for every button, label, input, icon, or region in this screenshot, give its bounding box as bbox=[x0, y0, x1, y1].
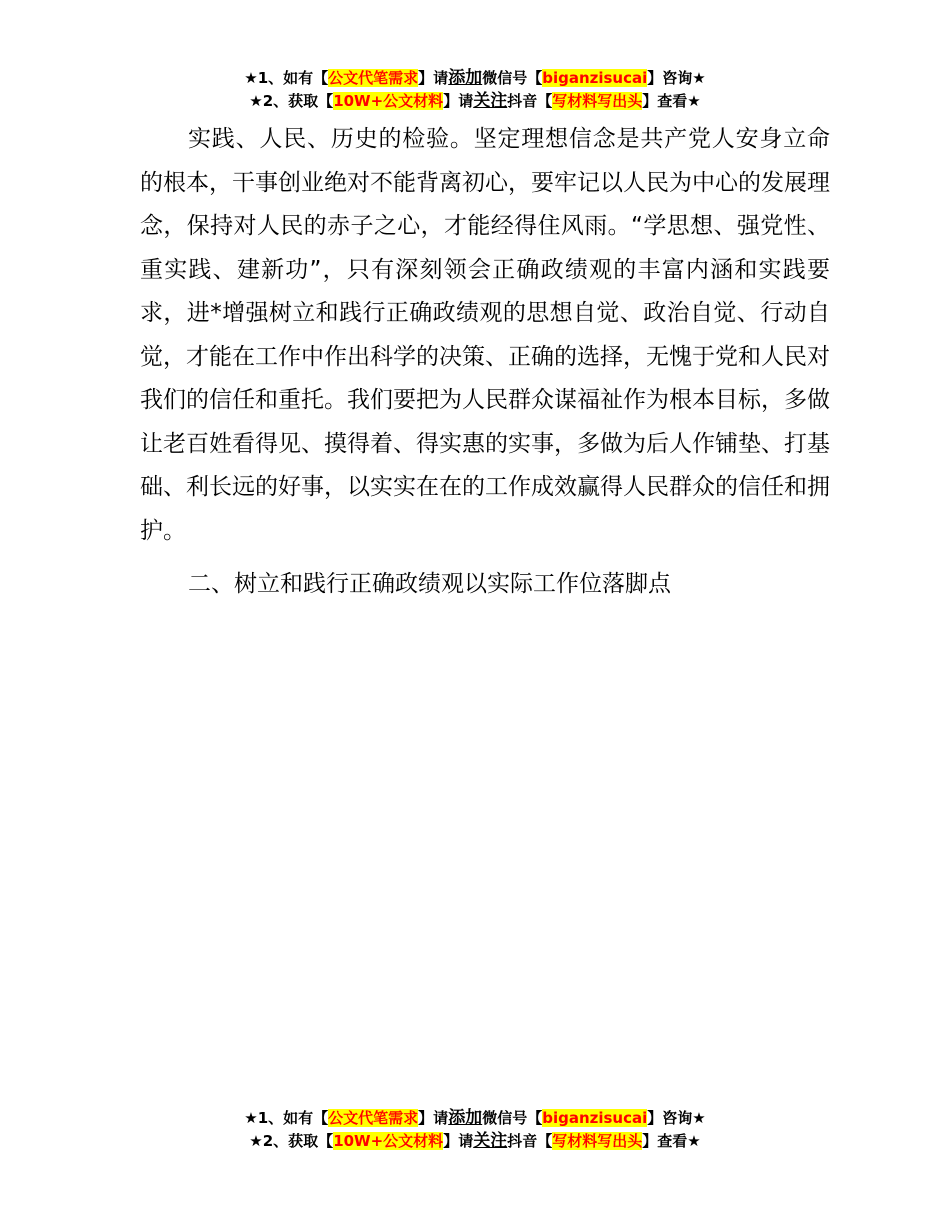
banner-text: 】查看★ bbox=[642, 1132, 701, 1150]
banner-highlight: 公文代笔需求 bbox=[328, 69, 419, 87]
banner-text: ★2、获取【 bbox=[249, 1132, 334, 1150]
banner-emphasis: 添加 bbox=[448, 1108, 483, 1128]
banner-text: 抖音【 bbox=[507, 92, 553, 110]
banner-line-1 bbox=[0, 1107, 950, 1130]
banner-text: 】查看★ bbox=[642, 92, 701, 110]
banner-highlight: 写材料写出头 bbox=[552, 92, 643, 110]
banner-text: 】请 bbox=[443, 92, 474, 110]
banner-text: 】咨询★ bbox=[647, 1109, 706, 1127]
banner-highlight: 10W+公文材料 bbox=[333, 92, 444, 110]
section-heading: 二、树立和践行正确政绩观以实际工作位落脚点 bbox=[188, 571, 671, 597]
header-banner bbox=[0, 67, 950, 113]
banner-highlight: 10W+公文材料 bbox=[333, 1132, 444, 1150]
banner-text: 】请 bbox=[443, 1132, 474, 1150]
banner-line-1 bbox=[0, 67, 950, 90]
banner-text: 微信号【 bbox=[482, 1109, 543, 1127]
banner-line-2 bbox=[0, 90, 950, 113]
body-paragraph: 实践、人民、历史的检验。坚定理想信念是共产党人安身立命的根本，干事创业绝对不能背离初心，要牢记以人民为中心的发展理念，保持对人民的赤子之心，才能经得住风雨。“学思想、强党性、重实践、建新功”，只有深刻领会正确政绩观的丰富内涵和实践要求，进*增强树立和践行正确政绩观的思想自觉、政治自觉、行动自觉，才能在工作中作出科学的决策、正确的选择，无愧于党和人民对我们的信任和重托。我们要把为人民群众谋福祉作为根本目标，多做让老百姓看得见、摸得着、得实惠的实事，多做为后人作铺垫、打基础、利长远的好事，以实实在在的工作成效赢得人民群众的信任和拥护。 bbox=[140, 126, 830, 544]
banner-highlight: biganzisucai bbox=[542, 1109, 648, 1127]
banner-text: 】咨询★ bbox=[647, 69, 706, 87]
banner-text: ★1、如有【 bbox=[244, 1109, 329, 1127]
banner-text: ★2、获取【 bbox=[249, 92, 334, 110]
banner-highlight: biganzisucai bbox=[542, 69, 648, 87]
footer-banner bbox=[0, 1107, 950, 1153]
banner-highlight: 写材料写出头 bbox=[552, 1132, 643, 1150]
banner-text: 微信号【 bbox=[482, 69, 543, 87]
banner-text: 抖音【 bbox=[507, 1132, 553, 1150]
banner-emphasis: 添加 bbox=[448, 68, 483, 88]
banner-text: 】请 bbox=[418, 69, 449, 87]
banner-emphasis: 关注 bbox=[473, 91, 508, 111]
banner-line-2 bbox=[0, 1130, 950, 1153]
banner-text: ★1、如有【 bbox=[244, 69, 329, 87]
banner-emphasis: 关注 bbox=[473, 1131, 508, 1151]
document-body bbox=[140, 118, 830, 607]
banner-highlight: 公文代笔需求 bbox=[328, 1109, 419, 1127]
banner-text: 】请 bbox=[418, 1109, 449, 1127]
